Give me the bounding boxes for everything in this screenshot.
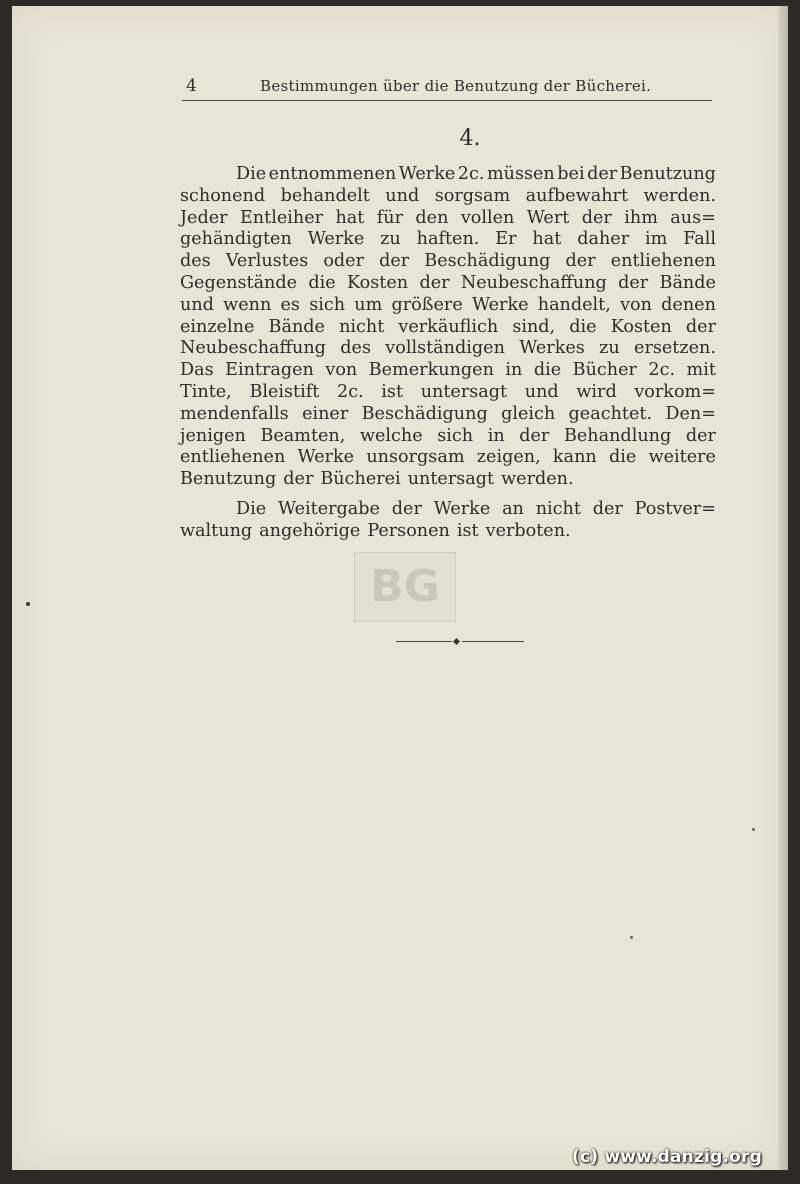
- running-title: Bestimmungen über die Benutzung der Bücherei.: [260, 77, 652, 95]
- word: Tinte,: [180, 381, 232, 402]
- word: zu: [599, 338, 620, 359]
- word: geachtet.: [568, 403, 653, 424]
- word: und: [524, 381, 559, 402]
- word: Eintragen: [225, 360, 314, 381]
- word: untersagt: [407, 469, 495, 490]
- word: nicht: [339, 316, 385, 337]
- word: hat: [335, 207, 365, 228]
- section-number: 4.: [459, 126, 481, 151]
- text-line: [180, 404, 716, 426]
- ornament-diamond-icon: [453, 638, 460, 645]
- word: ist: [456, 520, 479, 541]
- library-stamp: BG: [354, 552, 456, 622]
- word: Fall: [683, 229, 716, 250]
- word: aus=: [670, 207, 716, 228]
- word: die: [569, 316, 597, 337]
- word: ihm: [624, 207, 658, 228]
- word: die: [533, 360, 562, 381]
- word: und: [180, 294, 214, 315]
- word: Postver=: [634, 498, 716, 519]
- word: wird: [576, 381, 617, 402]
- word: des: [340, 338, 371, 359]
- word: der: [592, 498, 623, 519]
- word: Neubeschaffung: [180, 338, 326, 359]
- word: der: [283, 469, 314, 490]
- word: in: [505, 360, 523, 381]
- word: vollständigen: [385, 338, 505, 359]
- word: Werke: [433, 498, 491, 519]
- word: untersagt: [420, 381, 508, 402]
- word: Den=: [665, 403, 716, 424]
- word: zu: [380, 229, 401, 250]
- word: haften.: [416, 229, 480, 250]
- text-line: [180, 295, 716, 317]
- word: hat: [532, 229, 562, 250]
- ornament-rule-right: [462, 641, 524, 642]
- word: werden.: [501, 469, 574, 490]
- word: 2c.: [648, 360, 676, 381]
- word: einer: [302, 403, 349, 424]
- text-line: [180, 186, 716, 208]
- word: Werke: [471, 294, 529, 315]
- paragraph: [180, 164, 716, 491]
- text-line: [180, 447, 716, 469]
- text-line: [180, 208, 716, 230]
- word: handelt,: [537, 294, 611, 315]
- word: gleich: [501, 403, 556, 424]
- word: waltung: [180, 520, 253, 541]
- word: oder: [323, 251, 365, 272]
- end-ornament: [396, 639, 526, 643]
- word: Benutzung: [180, 469, 277, 490]
- paragraph: [180, 499, 716, 543]
- word: sich: [437, 425, 474, 446]
- word: der: [618, 272, 649, 293]
- text-line: [180, 499, 716, 521]
- word: Bemerkungen: [368, 360, 494, 381]
- word: für: [376, 207, 404, 228]
- text-line: [180, 382, 716, 404]
- word: Gegenstände: [180, 272, 298, 293]
- word: Jeder: [180, 207, 228, 228]
- word: es: [280, 294, 300, 315]
- word: Behandlung: [563, 425, 672, 446]
- word: Werkes: [519, 338, 585, 359]
- text-line: [180, 426, 716, 448]
- word: der: [565, 251, 596, 272]
- word: Bücher: [572, 360, 637, 381]
- word: werden.: [643, 185, 716, 206]
- word: Werke: [307, 229, 365, 250]
- word: von: [620, 294, 652, 315]
- word: Kosten: [610, 316, 672, 337]
- word: Neubeschaffung: [460, 272, 607, 293]
- word: daher: [577, 229, 630, 250]
- word: mit: [686, 360, 716, 381]
- text-line: [180, 164, 716, 186]
- word: verboten.: [485, 520, 571, 541]
- running-header: [182, 74, 712, 101]
- word: denen: [661, 294, 716, 315]
- word: Bücherei: [320, 469, 401, 490]
- word: der: [587, 164, 618, 184]
- word: zeigen,: [476, 447, 541, 468]
- word: einzelne: [180, 316, 255, 337]
- word: ersetzen.: [634, 338, 716, 359]
- word: weitere: [648, 447, 716, 468]
- body-text: [180, 164, 716, 543]
- text-line: [180, 338, 716, 360]
- word: Werke: [297, 447, 355, 468]
- word: 2c.: [457, 164, 485, 184]
- text-line: [180, 251, 716, 273]
- word: der: [581, 207, 612, 228]
- word: sich: [309, 294, 346, 315]
- word: kann: [552, 447, 597, 468]
- word: Entleiher: [239, 207, 324, 228]
- word: vollen: [460, 207, 515, 228]
- word: vorkom=: [634, 381, 716, 402]
- word: mendenfalls: [180, 403, 289, 424]
- text-line: [180, 469, 716, 491]
- word: des: [180, 251, 211, 272]
- word: der: [685, 316, 716, 337]
- page-spine-edge: [778, 6, 788, 1170]
- word: welche: [359, 425, 423, 446]
- word: Personen: [367, 520, 450, 541]
- word: der: [379, 251, 410, 272]
- word: entliehenen: [610, 251, 716, 272]
- word: Beschädigung: [361, 403, 488, 424]
- text-line: [180, 360, 716, 382]
- word: Kosten: [347, 272, 409, 293]
- word: Wert: [526, 207, 570, 228]
- word: Werke: [398, 164, 456, 184]
- word: verkäuflich: [398, 316, 499, 337]
- word: sind,: [512, 316, 556, 337]
- word: die: [609, 447, 637, 468]
- word: schonend: [180, 185, 266, 206]
- word: entliehenen: [180, 447, 286, 468]
- word: Die: [236, 164, 267, 184]
- word: Benutzung: [619, 164, 716, 184]
- word: unsorgsam: [366, 447, 465, 468]
- word: Verlustes: [225, 251, 309, 272]
- text-line: [180, 273, 716, 295]
- word: aufbewahrt: [525, 185, 629, 206]
- word: der: [391, 498, 422, 519]
- word: gehändigten: [180, 229, 292, 250]
- word: Bände: [268, 316, 325, 337]
- text-line: [180, 521, 716, 543]
- word: in: [487, 425, 505, 446]
- copyright-watermark: (c) www.danzig.org: [572, 1147, 762, 1167]
- word: Weitergabe: [277, 498, 380, 519]
- word: und: [385, 185, 420, 206]
- word: die: [308, 272, 336, 293]
- word: nicht: [535, 498, 581, 519]
- page-number: 4: [186, 76, 197, 96]
- word: ist: [381, 381, 404, 402]
- word: Die: [236, 498, 267, 519]
- word: um: [354, 294, 383, 315]
- word: wenn: [223, 294, 272, 315]
- word: von: [325, 360, 358, 381]
- word: der: [519, 425, 550, 446]
- word: im: [645, 229, 668, 250]
- word: an: [502, 498, 524, 519]
- word: Bleistift: [249, 381, 320, 402]
- text-line: [180, 229, 716, 251]
- word: Bände: [659, 272, 716, 293]
- word: bei: [557, 164, 585, 184]
- ornament-rule-left: [396, 641, 452, 642]
- word: behandelt: [280, 185, 370, 206]
- word: Das: [180, 360, 214, 381]
- word: angehörige: [259, 520, 361, 541]
- word: jenigen: [180, 425, 246, 446]
- word: Beschädigung: [424, 251, 551, 272]
- word: müssen: [486, 164, 555, 184]
- paper-speck: [630, 936, 633, 939]
- text-line: [180, 317, 716, 339]
- margin-speck: [26, 602, 30, 606]
- word: der: [419, 272, 450, 293]
- word: Er: [495, 229, 517, 250]
- word: größere: [391, 294, 463, 315]
- word: den: [415, 207, 449, 228]
- paper-speck: [752, 828, 755, 831]
- word: entnommenen: [268, 164, 397, 184]
- word: Beamten,: [260, 425, 346, 446]
- word: der: [685, 425, 716, 446]
- scanned-page: [12, 6, 788, 1170]
- word: 2c.: [337, 381, 364, 402]
- word: sorgsam: [434, 185, 511, 206]
